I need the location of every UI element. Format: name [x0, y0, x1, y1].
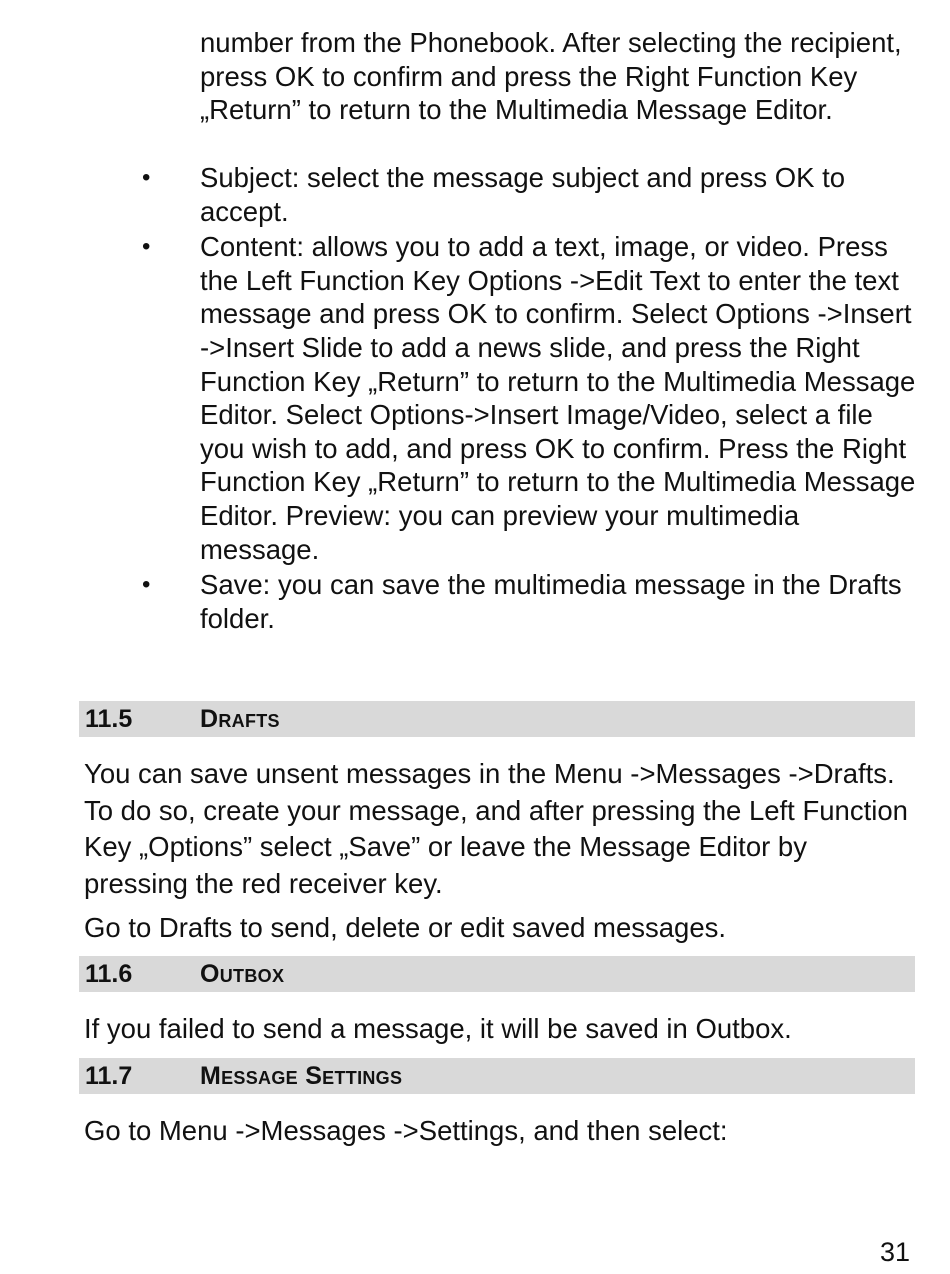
- section-number: 11.5: [85, 705, 133, 733]
- section-paragraph: You can save unsent messages in the Menu ->Messages ->Drafts. To do so, create your message, and after pressing the Left Function Key „Options” select „Save” or leave the Message Editor by pressing the red receiver key.: [84, 758, 908, 899]
- section-title: Drafts: [200, 705, 280, 733]
- section-number: 11.6: [85, 960, 133, 988]
- section-title: Message Settings: [200, 1062, 403, 1090]
- continuation-paragraph: number from the Phonebook. After selecting the recipient, press OK to confirm and press the Right Function Key „Return” to return to the Multimedia Message Editor.: [200, 27, 902, 126]
- list-item: [140, 161, 920, 228]
- list-item-text: Save: you can save the multimedia message in the Drafts folder.: [200, 569, 902, 634]
- section-heading-drafts: [79, 701, 915, 737]
- bullet-list: [140, 161, 920, 637]
- section-paragraph: Go to Menu ->Messages ->Settings, and then select:: [84, 1115, 728, 1146]
- bullet-icon: •: [142, 164, 151, 191]
- list-item-text: Content: allows you to add a text, image, or video. Press the Left Function Key Options ->Edit Text to enter the text message and press OK to confirm. Select Options ->Insert ->Insert Slide to add a news slide, and press the Right Function Key „Return” to return to the Multimedia Message Editor. Select Options->Insert Image/Video, select a file you wish to add, and press OK to confirm. Press the Right Function Key „Return” to return to the Multimedia Message Editor. Preview: you can preview your multimedia message.: [200, 231, 916, 565]
- bullet-icon: •: [142, 571, 151, 599]
- list-item: [140, 568, 920, 635]
- section-heading-outbox: [79, 956, 915, 992]
- section-paragraph: Go to Drafts to send, delete or edit saved messages.: [84, 912, 727, 943]
- section-number: 11.7: [85, 1062, 133, 1090]
- section-title: Outbox: [200, 960, 285, 988]
- section-paragraph: If you failed to send a message, it will be saved in Outbox.: [84, 1013, 792, 1044]
- list-item: [140, 230, 920, 566]
- bullet-icon: •: [142, 233, 151, 261]
- section-heading-message-settings: [79, 1058, 915, 1094]
- list-item-text: Subject: select the message subject and press OK to accept.: [200, 162, 846, 227]
- page-number: 31: [879, 1237, 910, 1267]
